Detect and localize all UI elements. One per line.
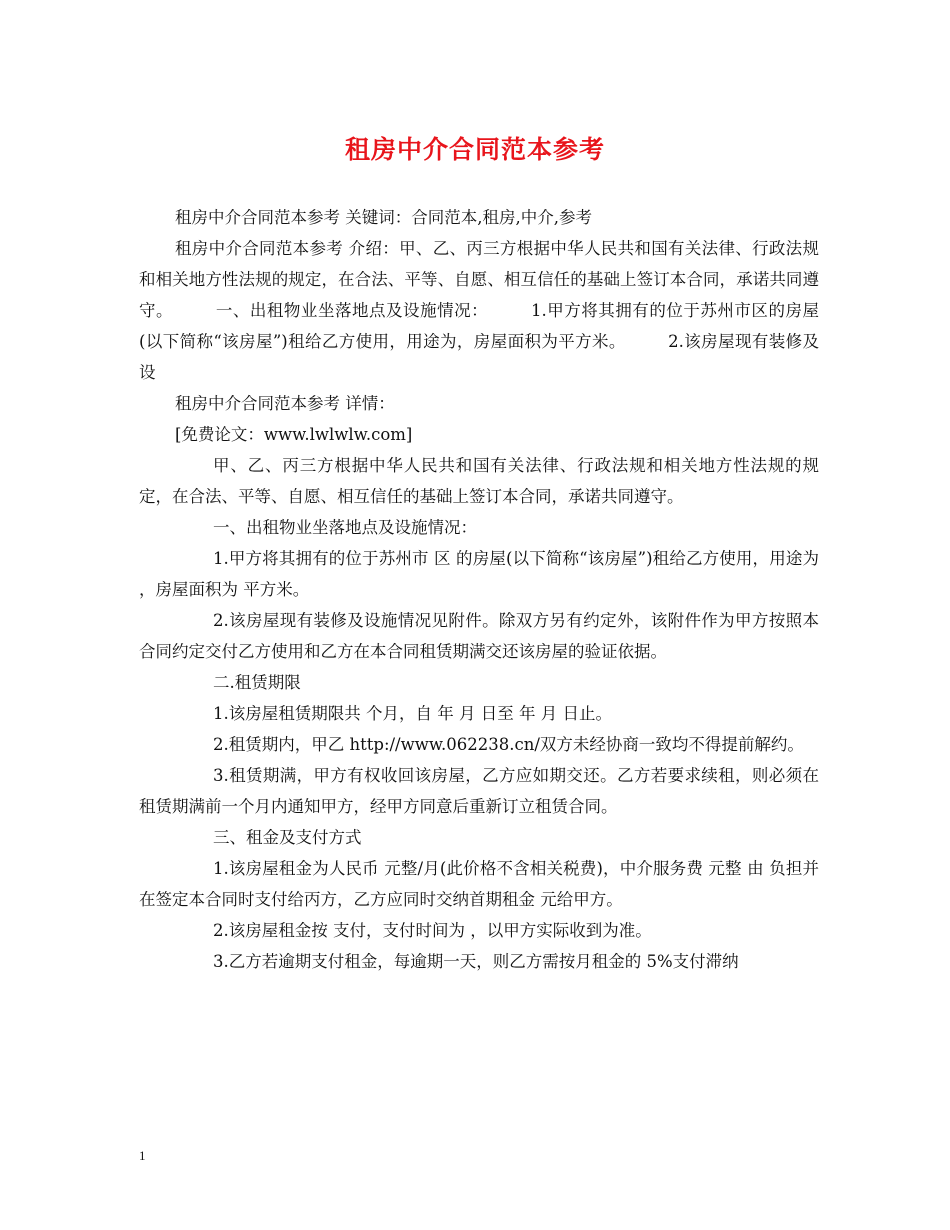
body-paragraph: 1.该房屋租金为人民币 元整/月(此价格不含相关税费)，中介服务费 元整 由 负担并在签定本合同时支付给丙方，乙方应同时交纳首期租金 元给甲方。 <box>139 859 819 909</box>
keywords-paragraph: 租房中介合同范本参考 关键词：合同范本,租房,中介,参考 <box>175 208 592 227</box>
source-link-text: [免费论文：www.lwlwlw.com] <box>175 425 413 444</box>
body-paragraph: 3.租赁期满，甲方有权收回该房屋，乙方应如期交还。乙方若要求续租，则必须在租赁期满前一个月内通知甲方，经甲方同意后重新订立租赁合同。 <box>139 766 819 816</box>
body-paragraph: 2.该房屋现有装修及设施情况见附件。除双方另有约定外，该附件作为甲方按照本合同约定交付乙方使用和乙方在本合同租赁期满交还该房屋的验证依据。 <box>139 611 819 661</box>
body-paragraph: 2.该房屋租金按 支付，支付时间为 ，以甲方实际收到为准。 <box>213 921 652 940</box>
section-heading: 一、出租物业坐落地点及设施情况： <box>213 518 477 537</box>
body-paragraph: 1.甲方将其拥有的位于苏州市 区 的房屋(以下简称“该房屋”)租给乙方使用，用途为 ，房屋面积为 平方米。 <box>139 549 819 599</box>
intro-paragraph: 租房中介合同范本参考 介绍：甲、乙、丙三方根据中华人民共和国有关法律、行政法规和相关地方性法规的规定，在合法、平等、自愿、相互信任的基础上签订本合同，承诺共同遵守。 一、出租物业坐落地点及设施情况： 1.甲方将其拥有的位于苏州市区的房屋(以下简称“该房屋”)租给乙方使用，用途为，房屋面积为平方米。 2.该房屋现有装修及设 <box>139 239 819 382</box>
document-body <box>139 202 819 977</box>
section-heading: 三、租金及支付方式 <box>213 828 362 847</box>
body-paragraph: 甲、乙、丙三方根据中华人民共和国有关法律、行政法规和相关地方性法规的规定，在合法、平等、自愿、相互信任的基础上签订本合同，承诺共同遵守。 <box>139 456 819 506</box>
section-heading: 二.租赁期限 <box>213 673 301 692</box>
document-title: 租房中介合同范本参考 <box>344 135 605 164</box>
body-paragraph: 1.该房屋租赁期限共 个月，自 年 月 日至 年 月 日止。 <box>213 704 612 723</box>
page-number: 1 <box>139 1148 146 1163</box>
body-paragraph: 3.乙方若逾期支付租金，每逾期一天，则乙方需按月租金的 5%支付滞纳 <box>213 952 739 971</box>
details-heading: 租房中介合同范本参考 详情： <box>175 394 395 413</box>
body-paragraph: 2.租赁期内，甲乙 http://www.062238.cn/双方未经协商一致均不得提前解约。 <box>213 735 804 754</box>
